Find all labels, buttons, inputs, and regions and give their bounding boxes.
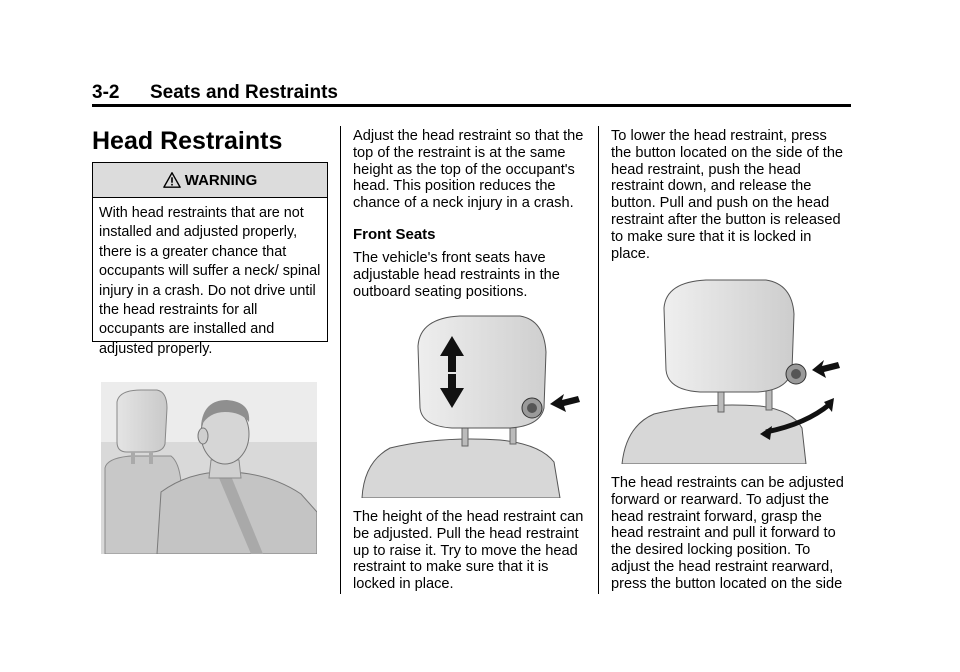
- column-2-lower: [353, 509, 587, 593]
- warning-label: WARNING: [184, 171, 258, 189]
- header-rule: [92, 104, 851, 107]
- front-seats-heading: Front Seats: [353, 225, 436, 243]
- warning-header: [93, 163, 327, 198]
- height-adjust-text: The height of the head restraint can be adjusted. Pull the head restraint up to raise it. Try to move the head restraint to make sure that it is locked in place.: [353, 509, 584, 593]
- head-restraint-tilt-illustration: [620, 278, 842, 464]
- warning-box: [92, 162, 328, 357]
- chapter-title: Seats and Restraints: [150, 82, 338, 103]
- column-divider-2: [598, 126, 599, 594]
- front-seats-text: The vehicle's front seats have adjustable head restraints in the outboard seating positions.: [353, 249, 560, 300]
- column-3-lower: [611, 475, 851, 593]
- page-header: [92, 81, 852, 105]
- section-title: Head Restraints: [92, 127, 283, 155]
- column-2: [353, 128, 587, 300]
- page-number: 3-2: [92, 82, 120, 103]
- warning-triangle-icon: [163, 171, 181, 189]
- adjust-intro-text: Adjust the head restraint so that the top of the restraint is at the same height as the top of the occupant's head. This position reduces the chance of a neck injury in a crash.: [353, 128, 584, 212]
- lower-restraint-text: To lower the head restraint, press the button located on the side of the head restraint, push the head restraint down, and release the button. Pull and push on the head restraint after the button is released to make sure that it is locked in place.: [611, 128, 844, 262]
- forward-adjust-text: The head restraints can be adjusted forward or rearward. To adjust the head restraint forward, grasp the head restraint and pull it forward to the desired locking position. To adjust the head restraint rearward, press the button located on the side: [611, 475, 844, 592]
- head-restraint-height-illustration: [360, 312, 582, 498]
- column-3: [611, 128, 851, 262]
- occupant-head-restraint-illustration: [101, 382, 317, 554]
- warning-text: With head restraints that are not installed and adjusted properly, there is a greater chance that occupants will suffer a neck/ spinal injury in a crash. Do not drive until the head restraints for all occupants are installed and adjusted properly.: [99, 205, 321, 357]
- column-divider-1: [340, 126, 341, 594]
